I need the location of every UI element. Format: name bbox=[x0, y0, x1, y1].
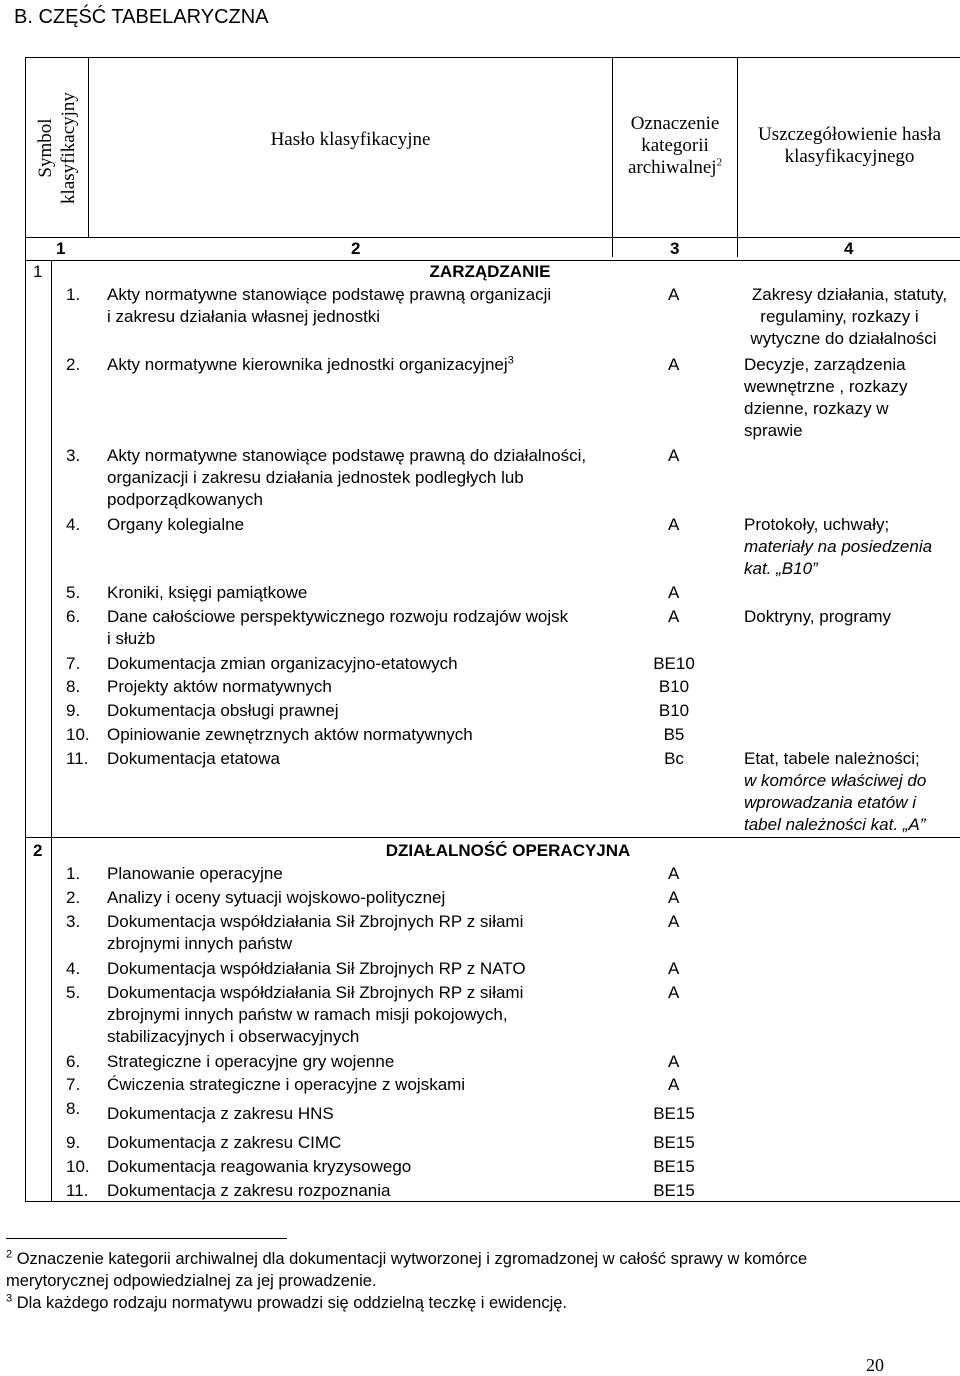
category: Bc bbox=[664, 749, 684, 768]
entry-detail: regulaminy, rozkazy i bbox=[760, 307, 919, 326]
oznaczenie-header-line3 bbox=[613, 157, 737, 179]
entry-title bbox=[107, 354, 514, 376]
footnote-ref: 2 bbox=[716, 156, 723, 169]
footnote-marker: 3 bbox=[6, 1292, 13, 1305]
category: A bbox=[668, 864, 680, 883]
entry-title: i zakresu działania własnej jednostki bbox=[107, 307, 381, 326]
category: BE15 bbox=[653, 1157, 695, 1176]
category: A bbox=[668, 888, 680, 907]
entry-title: Dokumentacja z zakresu HNS bbox=[107, 1104, 334, 1123]
footnote-text: Dla każdego rodzaju normatywu prowadzi się oddzielną teczkę i ewidencję. bbox=[12, 1294, 568, 1312]
category: B10 bbox=[658, 677, 690, 696]
row-number: 2. bbox=[66, 355, 81, 374]
entry-title: Opiniowanie zewnętrznych aktów normatywnych bbox=[107, 725, 473, 744]
entry-detail: materiały na posiedzenia bbox=[744, 537, 933, 556]
row-number: 4. bbox=[66, 515, 81, 534]
oznaczenie-header bbox=[613, 113, 737, 179]
entry-title: Dokumentacja reagowania kryzysowego bbox=[107, 1157, 412, 1176]
uszczegolowienie-header bbox=[738, 124, 960, 168]
entry-title: Dokumentacja współdziałania Sił Zbrojnych RP z siłami bbox=[107, 912, 524, 931]
entry-title: i służb bbox=[107, 629, 156, 648]
symbol-header-line2: klasyfikacyjny bbox=[58, 92, 79, 204]
footnote-3 bbox=[6, 1293, 567, 1314]
entry-title: Projekty aktów normatywnych bbox=[107, 677, 332, 696]
entry-detail: sprawie bbox=[744, 421, 803, 440]
row-number: 9. bbox=[66, 701, 81, 720]
entry-detail: w komórce właściwej do bbox=[744, 771, 927, 790]
footnote-separator bbox=[6, 1238, 287, 1239]
row-number: 7. bbox=[66, 1075, 81, 1094]
entry-title: stabilizacyjnych i obserwacyjnych bbox=[107, 1027, 360, 1046]
footnote-2-continued: merytorycznej odpowiedzialnej za jej prowadzenie. bbox=[6, 1272, 377, 1290]
page-number: 20 bbox=[866, 1355, 884, 1375]
entry-detail: Protokoły, uchwały; bbox=[744, 515, 890, 534]
footnote-marker: 2 bbox=[6, 1248, 13, 1261]
row-number: 5. bbox=[66, 983, 81, 1002]
oznaczenie-header-text: archiwalnej bbox=[627, 157, 717, 178]
entry-detail: dzienne, rozkazy w bbox=[744, 399, 889, 418]
row-number: 10. bbox=[66, 1157, 90, 1176]
section-heading: B. CZĘŚĆ TABELARYCZNA bbox=[14, 6, 269, 28]
entry-title: podporządkowanych bbox=[107, 490, 263, 509]
column-number: 3 bbox=[670, 239, 680, 258]
entry-title: Dokumentacja zmian organizacyjno-etatowych bbox=[107, 654, 458, 673]
column-number: 2 bbox=[351, 239, 361, 258]
category: A bbox=[668, 1075, 680, 1094]
category: A bbox=[668, 355, 680, 374]
category: A bbox=[668, 583, 680, 602]
row-number: 3. bbox=[66, 446, 81, 465]
haslo-header: Hasło klasyfikacyjne bbox=[270, 129, 431, 150]
row-number: 3. bbox=[66, 912, 81, 931]
entry-detail: kat. „B10” bbox=[744, 559, 818, 578]
row-number: 1. bbox=[66, 864, 81, 883]
entry-title: Dane całościowe perspektywicznego rozwoju rodzajów wojsk bbox=[107, 607, 569, 626]
category: A bbox=[668, 285, 680, 304]
entry-title: Dokumentacja współdziałania Sił Zbrojnych RP z NATO bbox=[107, 959, 526, 978]
entry-title: Strategiczne i operacyjne gry wojenne bbox=[107, 1052, 395, 1071]
section-title: ZARZĄDZANIE bbox=[429, 262, 551, 281]
category: BE15 bbox=[653, 1181, 695, 1200]
category: A bbox=[668, 607, 680, 626]
row-number: 6. bbox=[66, 607, 81, 626]
section-number: 1 bbox=[33, 262, 43, 281]
row-number: 1. bbox=[66, 285, 81, 304]
row-number: 11. bbox=[66, 1181, 89, 1200]
column-number: 1 bbox=[56, 239, 66, 258]
entry-title: Planowanie operacyjne bbox=[107, 864, 283, 883]
section-rule bbox=[25, 837, 960, 838]
category: A bbox=[668, 912, 680, 931]
row-number: 8. bbox=[66, 677, 81, 696]
entry-title: Dokumentacja z zakresu CIMC bbox=[107, 1133, 342, 1152]
category: BE10 bbox=[653, 654, 695, 673]
entry-title: Dokumentacja etatowa bbox=[107, 749, 280, 768]
footnote-2 bbox=[6, 1249, 807, 1270]
uszczegolowienie-header-line1: Uszczegółowienie hasła bbox=[757, 124, 942, 145]
row-number: 4. bbox=[66, 959, 81, 978]
entry-detail: Zakresy działania, statuty, bbox=[751, 285, 948, 304]
entry-detail: wprowadzania etatów i bbox=[744, 793, 916, 812]
entry-title: Dokumentacja obsługi prawnej bbox=[107, 701, 339, 720]
category: BE15 bbox=[653, 1104, 695, 1123]
category: A bbox=[668, 983, 680, 1002]
entry-title: Akty normatywne stanowiące podstawę prawną organizacji bbox=[107, 285, 552, 304]
section-title: DZIAŁALNOŚĆ OPERACYJNA bbox=[385, 841, 631, 860]
entry-title: Kroniki, księgi pamiątkowe bbox=[107, 583, 308, 602]
category: BE15 bbox=[653, 1133, 695, 1152]
oznaczenie-header-line2: kategorii bbox=[641, 135, 709, 156]
entry-title: zbrojnymi innych państw w ramach misji pokojowych, bbox=[107, 1005, 508, 1024]
entry-detail: Doktryny, programy bbox=[744, 607, 892, 626]
row-number: 9. bbox=[66, 1133, 81, 1152]
category: A bbox=[668, 515, 680, 534]
row-number: 5. bbox=[66, 583, 81, 602]
row-number: 8. bbox=[66, 1099, 81, 1118]
section-number: 2 bbox=[33, 841, 43, 860]
entry-title: Dokumentacja współdziałania Sił Zbrojnych RP z siłami bbox=[107, 983, 524, 1002]
entry-title: Organy kolegialne bbox=[107, 515, 245, 534]
entry-detail: wewnętrzne , rozkazy bbox=[744, 377, 908, 396]
entry-title: zbrojnymi innych państw bbox=[107, 934, 293, 953]
row-number: 11. bbox=[66, 749, 89, 768]
row-number: 6. bbox=[66, 1052, 81, 1071]
entry-title: Ćwiczenia strategiczne i operacyjne z wojskami bbox=[107, 1075, 466, 1094]
category: A bbox=[668, 959, 680, 978]
category: A bbox=[668, 446, 680, 465]
entry-title: Analizy i oceny sytuacji wojskowo-politycznej bbox=[107, 888, 446, 907]
row-number: 10. bbox=[66, 725, 90, 744]
category: B5 bbox=[663, 725, 685, 744]
uszczegolowienie-header-line2: klasyfikacyjnego bbox=[784, 146, 915, 167]
section-bar bbox=[51, 260, 52, 1202]
oznaczenie-header-line1: Oznaczenie bbox=[630, 113, 720, 134]
column-number: 4 bbox=[844, 239, 854, 258]
entry-detail: Decyzje, zarządzenia bbox=[744, 355, 906, 374]
symbol-header bbox=[28, 60, 86, 236]
category: B10 bbox=[658, 701, 690, 720]
entry-detail: Etat, tabele należności; bbox=[744, 749, 920, 768]
entry-detail: tabel należności kat. „A” bbox=[744, 815, 926, 834]
row-number: 7. bbox=[66, 654, 81, 673]
entry-title: Akty normatywne stanowiące podstawę prawną do działalności, bbox=[107, 446, 587, 465]
symbol-header-line1: Symbol bbox=[35, 118, 56, 178]
category: A bbox=[668, 1052, 680, 1071]
footnote-text: Oznaczenie kategorii archiwalnej dla dokumentacji wytworzonej i zgromadzonej w całość sprawy w komórce bbox=[12, 1250, 808, 1268]
entry-detail: wytyczne do działalności bbox=[750, 329, 937, 348]
footnote-ref: 3 bbox=[507, 354, 514, 367]
entry-title: organizacji i zakresu działania jednostek podległych lub bbox=[107, 468, 524, 487]
entry-title-text: Akty normatywne kierownika jednostki organizacyjnej bbox=[107, 355, 508, 374]
entry-title: Dokumentacja z zakresu rozpoznania bbox=[107, 1181, 391, 1200]
header-rule bbox=[25, 237, 960, 238]
row-number: 2. bbox=[66, 888, 81, 907]
